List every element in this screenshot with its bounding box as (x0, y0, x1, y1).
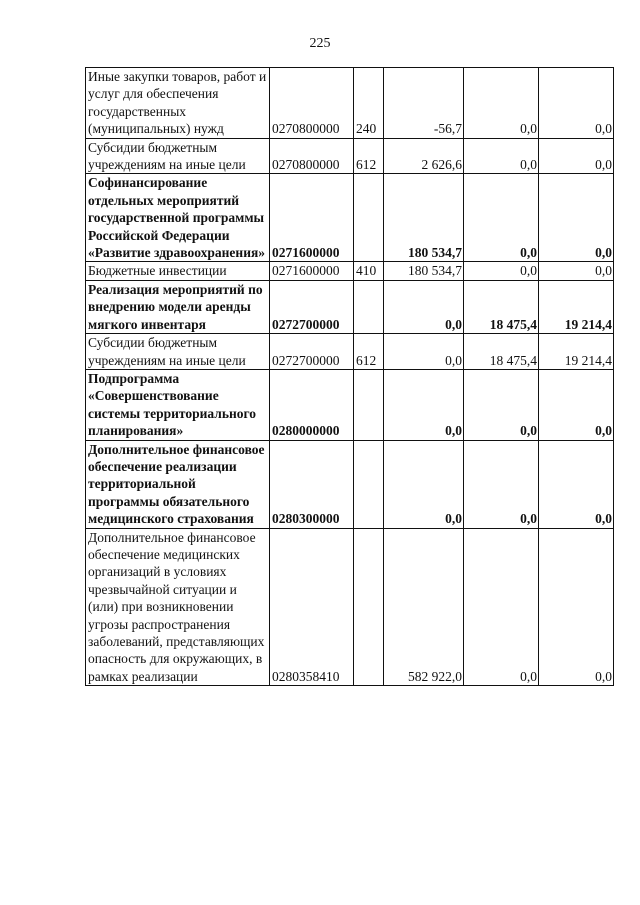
row-code: 0272700000 (270, 334, 354, 370)
row-amount-year-3: 19 214,4 (539, 334, 614, 370)
row-amount-year-2: 0,0 (464, 174, 539, 262)
row-amount-year-1: 0,0 (384, 369, 464, 440)
row-amount-year-3: 0,0 (539, 138, 614, 174)
row-name: Иные закупки товаров, работ и услуг для обеспечения государственных (муниципальных) нужд (86, 68, 270, 139)
row-code: 0280358410 (270, 528, 354, 686)
row-amount-year-3: 0,0 (539, 68, 614, 139)
row-amount-year-1: 0,0 (384, 440, 464, 528)
row-expense-type: 612 (354, 334, 384, 370)
row-name: Бюджетные инвестиции (86, 262, 270, 280)
row-name: Субсидии бюджетным учреждениям на иные цели (86, 138, 270, 174)
row-amount-year-1: 0,0 (384, 280, 464, 333)
row-amount-year-1: -56,7 (384, 68, 464, 139)
row-amount-year-2: 0,0 (464, 528, 539, 686)
row-amount-year-1: 582 922,0 (384, 528, 464, 686)
table-row-bold (86, 440, 614, 528)
row-amount-year-2: 18 475,4 (464, 280, 539, 333)
row-amount-year-1: 2 626,6 (384, 138, 464, 174)
row-name: Дополнительное финансовое обеспечение реализации территориальной программы обязательного медицинского страхования (86, 440, 270, 528)
row-name: Подпрограмма «Совершенствование системы территориального планирования» (86, 369, 270, 440)
row-amount-year-3: 19 214,4 (539, 280, 614, 333)
row-amount-year-2: 0,0 (464, 68, 539, 139)
row-expense-type: 240 (354, 68, 384, 139)
table-row-bold (86, 280, 614, 333)
row-code: 0272700000 (270, 280, 354, 333)
row-amount-year-3: 0,0 (539, 528, 614, 686)
table-row (86, 334, 614, 370)
row-amount-year-3: 0,0 (539, 440, 614, 528)
row-expense-type (354, 440, 384, 528)
row-amount-year-3: 0,0 (539, 262, 614, 280)
row-name: Реализация мероприятий по внедрению модели аренды мягкого инвентаря (86, 280, 270, 333)
row-expense-type: 410 (354, 262, 384, 280)
row-expense-type (354, 369, 384, 440)
row-expense-type (354, 174, 384, 262)
row-code: 0270800000 (270, 138, 354, 174)
budget-table (85, 67, 614, 686)
row-expense-type: 612 (354, 138, 384, 174)
row-amount-year-3: 0,0 (539, 369, 614, 440)
row-code: 0280300000 (270, 440, 354, 528)
row-name: Софинансирование отдельных мероприятий государственной программы Российской Федерации «Развитие здравоохранения» (86, 174, 270, 262)
table-row-bold (86, 174, 614, 262)
row-expense-type (354, 528, 384, 686)
row-name: Субсидии бюджетным учреждениям на иные цели (86, 334, 270, 370)
row-amount-year-1: 0,0 (384, 334, 464, 370)
row-amount-year-3: 0,0 (539, 174, 614, 262)
row-code: 0271600000 (270, 262, 354, 280)
table-row (86, 528, 614, 686)
table-row-bold (86, 369, 614, 440)
table-row (86, 138, 614, 174)
row-amount-year-2: 18 475,4 (464, 334, 539, 370)
row-expense-type (354, 280, 384, 333)
row-code: 0270800000 (270, 68, 354, 139)
page-number: 225 (309, 36, 331, 51)
row-amount-year-1: 180 534,7 (384, 262, 464, 280)
row-name: Дополнительное финансовое обеспечение медицинских организаций в условиях чрезвычайной ситуации и (или) при возникновении угрозы распространения заболеваний, представляющих опасность для окружающих, в рамках реализации (86, 528, 270, 686)
row-code: 0280000000 (270, 369, 354, 440)
row-code: 0271600000 (270, 174, 354, 262)
row-amount-year-2: 0,0 (464, 369, 539, 440)
row-amount-year-2: 0,0 (464, 138, 539, 174)
row-amount-year-2: 0,0 (464, 262, 539, 280)
table-row (86, 262, 614, 280)
row-amount-year-1: 180 534,7 (384, 174, 464, 262)
table-row (86, 68, 614, 139)
row-amount-year-2: 0,0 (464, 440, 539, 528)
